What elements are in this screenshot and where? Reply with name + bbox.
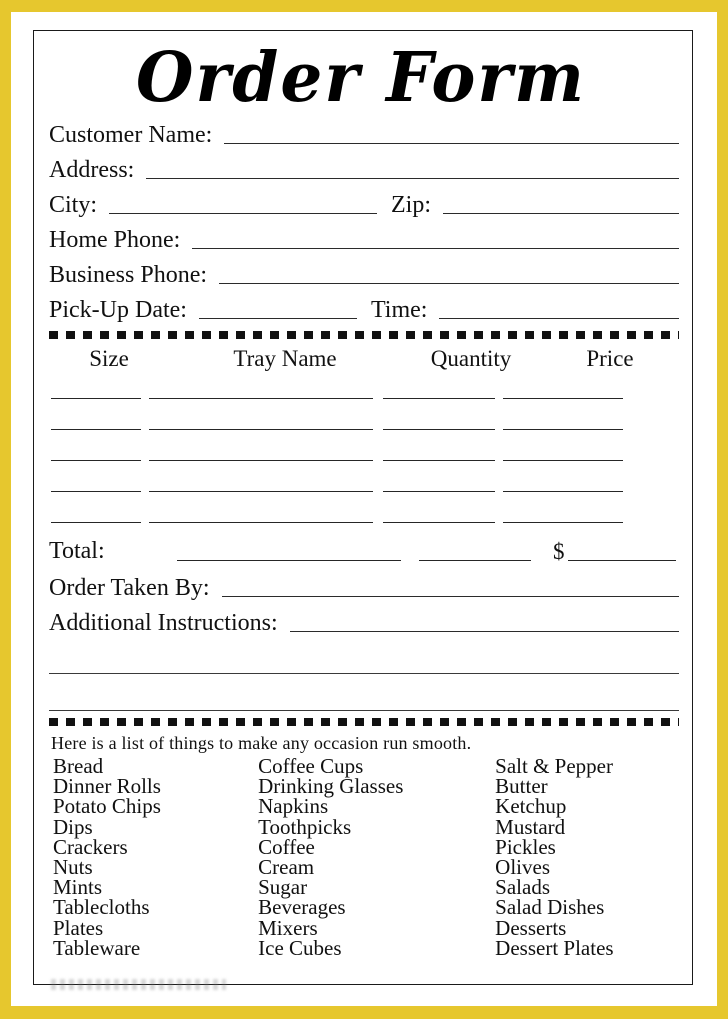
total-amount-input[interactable] [568, 559, 676, 561]
list-item[interactable]: Mixers [258, 915, 318, 940]
list-item[interactable]: Olives [495, 855, 550, 880]
list-item[interactable]: Salads [495, 875, 550, 900]
list-item[interactable]: Desserts [495, 915, 567, 940]
time-input[interactable] [439, 317, 679, 319]
row-size-input[interactable] [51, 397, 141, 399]
order-taken-by-label: Order Taken By: [49, 575, 210, 601]
checklist-column-1 [49, 756, 258, 958]
field-order-taken-by [49, 567, 679, 602]
additional-instructions-input[interactable] [290, 630, 679, 632]
customer-name-label: Customer Name: [49, 122, 213, 148]
row-quantity-input[interactable] [383, 521, 495, 523]
row-size-input[interactable] [51, 459, 141, 461]
total-quantity-input[interactable] [419, 559, 531, 561]
field-home-phone [49, 219, 679, 254]
city-input[interactable] [109, 212, 377, 214]
row-quantity-input[interactable] [383, 397, 495, 399]
checklist-columns [49, 756, 679, 958]
list-item[interactable]: Dessert Plates [495, 935, 614, 960]
row-quantity-input[interactable] [383, 459, 495, 461]
list-item[interactable]: Plates [53, 915, 104, 940]
row-tray-name-input[interactable] [149, 397, 373, 399]
list-item[interactable]: Toothpicks [258, 814, 352, 839]
table-row [49, 467, 679, 498]
list-item[interactable]: Cream [258, 855, 315, 880]
additional-instructions-line-3[interactable] [49, 676, 679, 711]
row-price-input[interactable] [503, 397, 623, 399]
row-size-input[interactable] [51, 521, 141, 523]
list-item[interactable]: Dips [53, 814, 93, 839]
field-customer-name [49, 114, 679, 149]
list-item[interactable]: Salad Dishes [495, 895, 605, 920]
table-row [49, 405, 679, 436]
row-tray-name-input[interactable] [149, 490, 373, 492]
address-label: Address: [49, 157, 135, 183]
home-phone-input[interactable] [192, 247, 679, 249]
table-row [49, 498, 679, 529]
zip-label: Zip: [391, 192, 432, 218]
table-row [49, 374, 679, 405]
row-tray-name-input[interactable] [149, 521, 373, 523]
business-phone-input[interactable] [219, 282, 679, 284]
list-item[interactable]: Sugar [258, 875, 308, 900]
list-item[interactable]: Ketchup [495, 794, 567, 819]
column-header-tray-name: Tray Name [233, 346, 337, 371]
dashed-divider-bottom [49, 718, 679, 727]
checklist-intro: Here is a list of things to make any occasion run smooth. [51, 733, 472, 753]
address-input[interactable] [146, 177, 679, 179]
column-header-quantity: Quantity [430, 346, 512, 371]
city-label: City: [49, 192, 98, 218]
list-item[interactable]: Coffee Cups [258, 754, 364, 778]
column-header-price: Price [586, 346, 634, 371]
checklist-column-3 [495, 756, 679, 958]
total-row [49, 531, 679, 567]
list-item[interactable]: Napkins [258, 794, 329, 819]
pickup-date-label: Pick-Up Date: [49, 297, 187, 323]
order-taken-by-input[interactable] [222, 595, 680, 597]
additional-instructions-line-2[interactable] [49, 639, 679, 674]
row-tray-name-input[interactable] [149, 459, 373, 461]
row-size-input[interactable] [51, 428, 141, 430]
list-item[interactable]: Nuts [53, 855, 93, 880]
field-city-zip [49, 184, 679, 219]
field-pickup-date-time [49, 289, 679, 324]
zip-input[interactable] [443, 212, 679, 214]
list-item[interactable]: Ice Cubes [258, 935, 342, 960]
list-item[interactable]: Tablecloths [53, 895, 150, 920]
field-business-phone [49, 254, 679, 289]
list-item[interactable]: Coffee [258, 834, 315, 859]
order-table-header [49, 346, 679, 372]
page-title: Order Form [135, 36, 587, 118]
faint-watermark [51, 979, 226, 990]
time-label: Time: [370, 297, 428, 323]
checklist-column-2 [258, 756, 495, 958]
row-price-input[interactable] [503, 459, 623, 461]
list-item[interactable]: Beverages [258, 895, 346, 920]
list-item[interactable]: Drinking Glasses [258, 774, 404, 799]
row-size-input[interactable] [51, 490, 141, 492]
additional-instructions-label: Additional Instructions: [49, 610, 278, 636]
list-item[interactable]: Dinner Rolls [53, 774, 161, 799]
page-background [11, 12, 717, 1006]
list-item[interactable]: Potato Chips [53, 794, 161, 819]
customer-name-input[interactable] [224, 142, 679, 144]
list-item[interactable]: Mints [53, 875, 103, 900]
list-item[interactable]: Mustard [495, 814, 566, 839]
field-additional-instructions [49, 602, 679, 637]
table-row [49, 436, 679, 467]
dashed-divider-top [49, 331, 679, 340]
list-item[interactable]: Pickles [495, 834, 556, 859]
list-item[interactable]: Salt & Pepper [495, 754, 613, 778]
list-item[interactable]: Crackers [53, 834, 128, 859]
total-label: Total: [49, 538, 105, 564]
field-address [49, 149, 679, 184]
currency-symbol: $ [553, 539, 565, 564]
list-item[interactable]: Bread [53, 754, 104, 778]
pickup-date-input[interactable] [199, 317, 357, 319]
row-tray-name-input[interactable] [149, 428, 373, 430]
total-description-input[interactable] [177, 559, 401, 561]
row-price-input[interactable] [503, 428, 623, 430]
list-item[interactable]: Tableware [53, 935, 141, 960]
column-header-size: Size [89, 346, 129, 371]
home-phone-label: Home Phone: [49, 227, 181, 253]
row-price-input[interactable] [503, 490, 623, 492]
form-content [33, 30, 693, 985]
row-quantity-input[interactable] [383, 428, 495, 430]
row-price-input[interactable] [503, 521, 623, 523]
business-phone-label: Business Phone: [49, 262, 208, 288]
row-quantity-input[interactable] [383, 490, 495, 492]
list-item[interactable]: Butter [495, 774, 548, 799]
